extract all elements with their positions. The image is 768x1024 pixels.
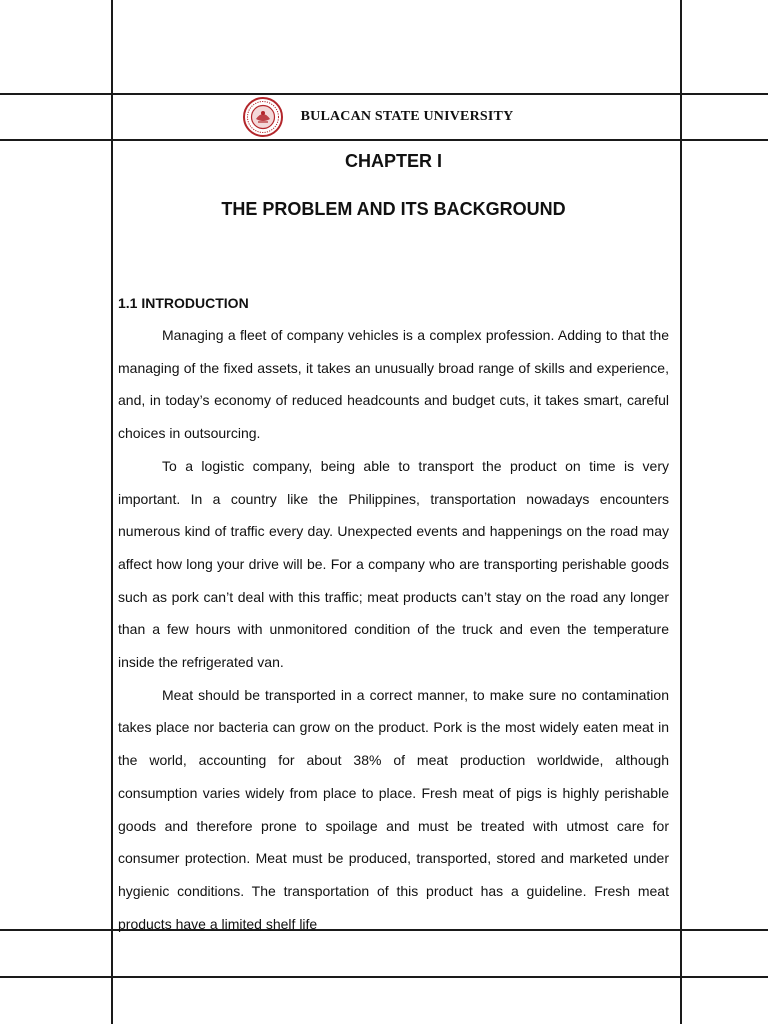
left-margin-rule: [111, 0, 113, 1024]
chapter-number: CHAPTER I: [344, 151, 442, 171]
footer-bottom-rule: [0, 976, 768, 978]
section-heading: 1.1 INTRODUCTION: [118, 295, 249, 311]
page-header: [113, 95, 681, 139]
paragraph: Meat should be transported in a correct manner, to make sure no contamination takes place nor bacteria can grow on the product. Pork is the most widely eaten meat in the world, accounting for about 38% of meat production worldwide, although consumption varies widely from place to place. Fresh meat of pigs is highly perishable goods and therefore prone to spoilage and must be treated with utmost care for consumer protection. Meat must be produced, transported, stored and marketed under hygienic conditions. The transportation of this product has a guideline. Fresh meat products have a limited shelf life: [118, 686, 669, 932]
paragraph: Managing a fleet of company vehicles is a complex profession. Adding to that the managing of the fixed assets, it takes an unusually broad range of skills and experience, and, in today’s economy of reduced headcounts and budget cuts, it takes smart, careful choices in outsourcing.: [118, 327, 669, 442]
university-name: BULACAN STATE UNIVERSITY: [300, 109, 514, 124]
right-margin-rule: [680, 0, 682, 1024]
chapter-title: THE PROBLEM AND ITS BACKGROUND: [221, 199, 566, 219]
document-body: [118, 141, 669, 940]
paragraph: To a logistic company, being able to transport the product on time is very important. In a country like the Philippines, transportation nowadays encounters numerous kind of traffic every day. Unexpected events and happenings on the road may affect how long your drive will be. For a company who are transporting perishable goods such as pork can’t deal with this traffic; meat products can’t stay on the road any longer than a few hours with unmonitored condition of the truck and even the temperature inside the refrigerated van.: [118, 457, 669, 671]
university-seal-icon: [243, 97, 283, 137]
